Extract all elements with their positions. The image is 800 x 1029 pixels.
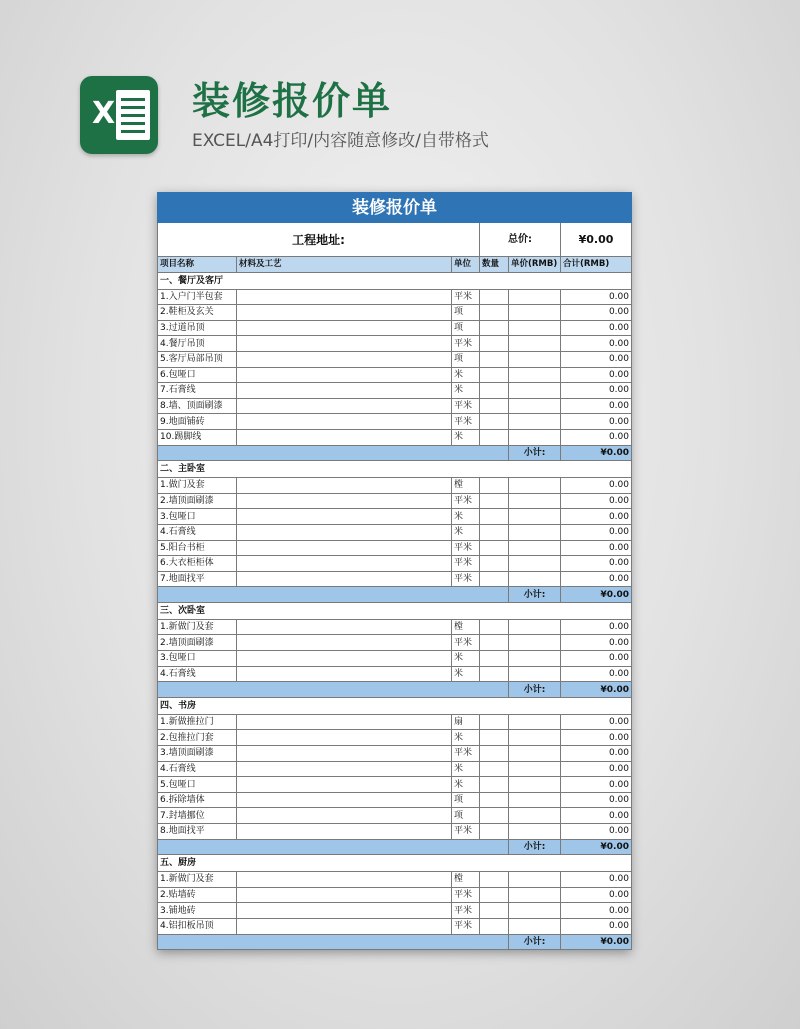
quantity-cell[interactable] [480, 305, 509, 321]
table-row [158, 824, 632, 840]
subtotal-blank-cell[interactable] [158, 839, 509, 855]
unit-price-cell[interactable] [509, 493, 561, 509]
unit-cell[interactable]: 米 [452, 761, 480, 777]
material-cell[interactable] [237, 918, 452, 934]
material-cell[interactable] [237, 320, 452, 336]
total-value-cell[interactable]: ¥0.00 [561, 223, 632, 257]
unit-price-cell[interactable] [509, 746, 561, 762]
total-cell[interactable]: 0.00 [561, 367, 632, 383]
subtotal-value-cell[interactable]: ¥0.00 [561, 587, 632, 603]
material-cell[interactable] [237, 429, 452, 445]
material-cell[interactable] [237, 872, 452, 888]
quantity-cell[interactable] [480, 746, 509, 762]
total-cell[interactable]: 0.00 [561, 540, 632, 556]
item-name-cell[interactable]: 2.墙顶面刷漆 [158, 635, 237, 651]
total-cell[interactable]: 0.00 [561, 792, 632, 808]
item-name-cell[interactable]: 3.铺地砖 [158, 903, 237, 919]
unit-cell[interactable]: 平米 [452, 336, 480, 352]
table-row [158, 305, 632, 321]
subtotal-row [158, 445, 632, 461]
total-cell[interactable]: 0.00 [561, 918, 632, 934]
unit-cell[interactable]: 米 [452, 777, 480, 793]
table-row [158, 429, 632, 445]
quantity-cell[interactable] [480, 383, 509, 399]
item-name-cell[interactable]: 2.贴墙砖 [158, 887, 237, 903]
quantity-cell[interactable] [480, 666, 509, 682]
unit-cell[interactable]: 平米 [452, 556, 480, 572]
subtotal-blank-cell[interactable] [158, 934, 509, 950]
table-row [158, 872, 632, 888]
total-cell[interactable]: 0.00 [561, 651, 632, 667]
subtotal-blank-cell[interactable] [158, 587, 509, 603]
item-name-cell[interactable]: 7.封墙挪位 [158, 808, 237, 824]
item-name-cell[interactable]: 6.拆除墙体 [158, 792, 237, 808]
quantity-cell[interactable] [480, 651, 509, 667]
unit-price-cell[interactable] [509, 524, 561, 540]
quantity-cell[interactable] [480, 493, 509, 509]
quantity-cell[interactable] [480, 398, 509, 414]
material-cell[interactable] [237, 540, 452, 556]
unit-cell[interactable]: 平米 [452, 398, 480, 414]
quantity-cell[interactable] [480, 918, 509, 934]
unit-price-cell[interactable] [509, 730, 561, 746]
unit-price-cell[interactable] [509, 635, 561, 651]
table-row [158, 524, 632, 540]
unit-price-cell[interactable] [509, 336, 561, 352]
quantity-cell[interactable] [480, 478, 509, 494]
table-row [158, 509, 632, 525]
quantity-cell[interactable] [480, 714, 509, 730]
unit-price-cell[interactable] [509, 571, 561, 587]
item-name-cell[interactable]: 4.石膏线 [158, 666, 237, 682]
unit-price-cell[interactable] [509, 651, 561, 667]
subtotal-label-cell[interactable]: 小计: [509, 445, 561, 461]
column-header-unit-price[interactable]: 单价(RMB) [509, 257, 561, 273]
material-cell[interactable] [237, 509, 452, 525]
material-cell[interactable] [237, 524, 452, 540]
unit-price-cell[interactable] [509, 887, 561, 903]
item-name-cell[interactable]: 4.餐厅吊顶 [158, 336, 237, 352]
table-row [158, 651, 632, 667]
excel-logo-icon [80, 76, 158, 154]
item-name-cell[interactable]: 7.石膏线 [158, 383, 237, 399]
unit-cell[interactable]: 米 [452, 367, 480, 383]
section-header-row [158, 272, 632, 289]
unit-cell[interactable]: 米 [452, 429, 480, 445]
material-cell[interactable] [237, 746, 452, 762]
unit-cell[interactable]: 项 [452, 305, 480, 321]
material-cell[interactable] [237, 336, 452, 352]
unit-price-cell[interactable] [509, 714, 561, 730]
item-name-cell[interactable]: 1.新做门及套 [158, 872, 237, 888]
item-name-cell[interactable]: 7.地面找平 [158, 571, 237, 587]
unit-cell[interactable]: 樘 [452, 478, 480, 494]
unit-cell[interactable]: 樘 [452, 872, 480, 888]
table-row [158, 714, 632, 730]
table-row [158, 730, 632, 746]
item-name-cell[interactable]: 5.包哑口 [158, 777, 237, 793]
unit-cell[interactable]: 米 [452, 524, 480, 540]
quote-table [157, 192, 632, 950]
page-subtitle: EXCEL/A4打印/内容随意修改/自带格式 [192, 131, 489, 151]
material-cell[interactable] [237, 478, 452, 494]
material-cell[interactable] [237, 777, 452, 793]
unit-cell[interactable]: 平米 [452, 571, 480, 587]
section-name-cell[interactable]: 二、主卧室 [158, 461, 632, 478]
quantity-cell[interactable] [480, 792, 509, 808]
table-row [158, 540, 632, 556]
item-name-cell[interactable]: 1.做门及套 [158, 478, 237, 494]
section-header-row [158, 461, 632, 478]
material-cell[interactable] [237, 398, 452, 414]
quantity-cell[interactable] [480, 556, 509, 572]
table-row [158, 367, 632, 383]
page-title: 装修报价单 [192, 79, 393, 123]
material-cell[interactable] [237, 619, 452, 635]
unit-cell[interactable]: 米 [452, 509, 480, 525]
total-label-cell[interactable]: 总价: [480, 223, 561, 257]
quantity-cell[interactable] [480, 320, 509, 336]
column-header-item[interactable]: 项目名称 [158, 257, 237, 273]
address-label-cell[interactable]: 工程地址: [158, 223, 480, 257]
material-cell[interactable] [237, 761, 452, 777]
material-cell[interactable] [237, 289, 452, 305]
item-name-cell[interactable]: 3.墙顶面刷漆 [158, 746, 237, 762]
total-cell[interactable]: 0.00 [561, 808, 632, 824]
subtotal-value-cell[interactable]: ¥0.00 [561, 682, 632, 698]
material-cell[interactable] [237, 414, 452, 430]
total-cell[interactable]: 0.00 [561, 635, 632, 651]
subtotal-value-cell[interactable]: ¥0.00 [561, 445, 632, 461]
unit-price-cell[interactable] [509, 792, 561, 808]
quantity-cell[interactable] [480, 351, 509, 367]
total-cell[interactable]: 0.00 [561, 398, 632, 414]
column-header-quantity[interactable]: 数量 [480, 257, 509, 273]
total-cell[interactable]: 0.00 [561, 556, 632, 572]
section-header-row [158, 602, 632, 619]
subtotal-blank-cell[interactable] [158, 682, 509, 698]
material-cell[interactable] [237, 808, 452, 824]
total-cell[interactable]: 0.00 [561, 666, 632, 682]
quantity-cell[interactable] [480, 540, 509, 556]
subtotal-label-cell[interactable]: 小计: [509, 839, 561, 855]
table-row [158, 619, 632, 635]
total-cell[interactable]: 0.00 [561, 383, 632, 399]
item-name-cell[interactable]: 1.新做推拉门 [158, 714, 237, 730]
unit-price-cell[interactable] [509, 872, 561, 888]
material-cell[interactable] [237, 714, 452, 730]
unit-price-cell[interactable] [509, 398, 561, 414]
unit-cell[interactable]: 项 [452, 792, 480, 808]
total-cell[interactable]: 0.00 [561, 478, 632, 494]
table-row [158, 918, 632, 934]
quantity-cell[interactable] [480, 524, 509, 540]
quantity-cell[interactable] [480, 289, 509, 305]
unit-price-cell[interactable] [509, 478, 561, 494]
unit-cell[interactable]: 项 [452, 320, 480, 336]
material-cell[interactable] [237, 383, 452, 399]
quantity-cell[interactable] [480, 887, 509, 903]
unit-cell[interactable]: 平米 [452, 635, 480, 651]
item-name-cell[interactable]: 5.阳台书柜 [158, 540, 237, 556]
table-row [158, 383, 632, 399]
total-cell[interactable]: 0.00 [561, 336, 632, 352]
item-name-cell[interactable]: 2.鞋柜及玄关 [158, 305, 237, 321]
table-row [158, 571, 632, 587]
item-name-cell[interactable]: 3.包哑口 [158, 651, 237, 667]
unit-cell[interactable]: 扇 [452, 714, 480, 730]
subtotal-value-cell[interactable]: ¥0.00 [561, 839, 632, 855]
section-name-cell[interactable]: 三、次卧室 [158, 602, 632, 619]
unit-price-cell[interactable] [509, 540, 561, 556]
quantity-cell[interactable] [480, 571, 509, 587]
unit-price-cell[interactable] [509, 903, 561, 919]
section-header-row [158, 855, 632, 872]
table-row [158, 792, 632, 808]
material-cell[interactable] [237, 351, 452, 367]
material-cell[interactable] [237, 305, 452, 321]
quantity-cell[interactable] [480, 808, 509, 824]
sheet-title[interactable]: 装修报价单 [158, 193, 632, 223]
info-row [158, 223, 632, 257]
material-cell[interactable] [237, 666, 452, 682]
material-cell[interactable] [237, 651, 452, 667]
subtotal-row [158, 839, 632, 855]
table-row [158, 351, 632, 367]
unit-price-cell[interactable] [509, 289, 561, 305]
item-name-cell[interactable]: 10.踢脚线 [158, 429, 237, 445]
unit-cell[interactable]: 平米 [452, 414, 480, 430]
table-row [158, 414, 632, 430]
unit-price-cell[interactable] [509, 509, 561, 525]
unit-cell[interactable]: 平米 [452, 540, 480, 556]
excel-logo-letter: X [92, 96, 116, 131]
item-name-cell[interactable]: 3.过道吊顶 [158, 320, 237, 336]
table-row [158, 808, 632, 824]
quantity-cell[interactable] [480, 336, 509, 352]
table-row [158, 761, 632, 777]
total-cell[interactable]: 0.00 [561, 872, 632, 888]
subtotal-row [158, 587, 632, 603]
quantity-cell[interactable] [480, 761, 509, 777]
material-cell[interactable] [237, 556, 452, 572]
quantity-cell[interactable] [480, 619, 509, 635]
total-cell[interactable]: 0.00 [561, 493, 632, 509]
table-row [158, 556, 632, 572]
unit-price-cell[interactable] [509, 351, 561, 367]
item-name-cell[interactable]: 3.包哑口 [158, 509, 237, 525]
quantity-cell[interactable] [480, 824, 509, 840]
subtotal-label-cell[interactable]: 小计: [509, 682, 561, 698]
material-cell[interactable] [237, 903, 452, 919]
unit-price-cell[interactable] [509, 824, 561, 840]
total-cell[interactable]: 0.00 [561, 824, 632, 840]
item-name-cell[interactable]: 8.地面找平 [158, 824, 237, 840]
table-row [158, 635, 632, 651]
total-cell[interactable]: 0.00 [561, 524, 632, 540]
total-cell[interactable]: 0.00 [561, 746, 632, 762]
unit-price-cell[interactable] [509, 777, 561, 793]
total-cell[interactable]: 0.00 [561, 903, 632, 919]
unit-price-cell[interactable] [509, 305, 561, 321]
unit-cell[interactable]: 平米 [452, 903, 480, 919]
unit-price-cell[interactable] [509, 367, 561, 383]
unit-cell[interactable]: 米 [452, 383, 480, 399]
column-header-total[interactable]: 合计(RMB) [561, 257, 632, 273]
table-row [158, 887, 632, 903]
unit-price-cell[interactable] [509, 429, 561, 445]
table-row [158, 903, 632, 919]
unit-price-cell[interactable] [509, 556, 561, 572]
item-name-cell[interactable]: 4.铝扣板吊顶 [158, 918, 237, 934]
section-header-row [158, 697, 632, 714]
unit-cell[interactable]: 平米 [452, 918, 480, 934]
total-cell[interactable]: 0.00 [561, 761, 632, 777]
unit-price-cell[interactable] [509, 414, 561, 430]
item-name-cell[interactable]: 6.包哑口 [158, 367, 237, 383]
subtotal-label-cell[interactable]: 小计: [509, 587, 561, 603]
material-cell[interactable] [237, 571, 452, 587]
item-name-cell[interactable]: 4.石膏线 [158, 761, 237, 777]
item-name-cell[interactable]: 1.新做门及套 [158, 619, 237, 635]
table-row [158, 493, 632, 509]
total-cell[interactable]: 0.00 [561, 305, 632, 321]
item-name-cell[interactable]: 2.墙顶面刷漆 [158, 493, 237, 509]
unit-cell[interactable]: 平米 [452, 493, 480, 509]
total-cell[interactable]: 0.00 [561, 289, 632, 305]
quantity-cell[interactable] [480, 414, 509, 430]
table-row [158, 746, 632, 762]
unit-price-cell[interactable] [509, 761, 561, 777]
quantity-cell[interactable] [480, 872, 509, 888]
total-cell[interactable]: 0.00 [561, 887, 632, 903]
unit-cell[interactable]: 平米 [452, 746, 480, 762]
table-row [158, 336, 632, 352]
quantity-cell[interactable] [480, 777, 509, 793]
unit-cell[interactable]: 平米 [452, 824, 480, 840]
subtotal-value-cell[interactable]: ¥0.00 [561, 934, 632, 950]
material-cell[interactable] [237, 635, 452, 651]
subtotal-row [158, 682, 632, 698]
subtotal-label-cell[interactable]: 小计: [509, 934, 561, 950]
unit-price-cell[interactable] [509, 808, 561, 824]
unit-cell[interactable]: 平米 [452, 887, 480, 903]
quantity-cell[interactable] [480, 509, 509, 525]
item-name-cell[interactable]: 6.大衣柜柜体 [158, 556, 237, 572]
total-cell[interactable]: 0.00 [561, 714, 632, 730]
quantity-cell[interactable] [480, 635, 509, 651]
table-row [158, 320, 632, 336]
material-cell[interactable] [237, 887, 452, 903]
total-cell[interactable]: 0.00 [561, 351, 632, 367]
subtotal-row [158, 934, 632, 950]
total-cell[interactable]: 0.00 [561, 730, 632, 746]
section-name-cell[interactable]: 一、餐厅及客厅 [158, 272, 632, 289]
section-name-cell[interactable]: 四、书房 [158, 697, 632, 714]
subtotal-blank-cell[interactable] [158, 445, 509, 461]
unit-cell[interactable]: 项 [452, 808, 480, 824]
item-name-cell[interactable]: 1.入户门半包套 [158, 289, 237, 305]
quantity-cell[interactable] [480, 367, 509, 383]
unit-cell[interactable]: 米 [452, 666, 480, 682]
material-cell[interactable] [237, 824, 452, 840]
material-cell[interactable] [237, 730, 452, 746]
table-row [158, 289, 632, 305]
total-cell[interactable]: 0.00 [561, 509, 632, 525]
total-cell[interactable]: 0.00 [561, 320, 632, 336]
section-name-cell[interactable]: 五、厨房 [158, 855, 632, 872]
total-cell[interactable]: 0.00 [561, 571, 632, 587]
table-row [158, 777, 632, 793]
quantity-cell[interactable] [480, 730, 509, 746]
quantity-cell[interactable] [480, 903, 509, 919]
unit-cell[interactable]: 米 [452, 730, 480, 746]
item-name-cell[interactable]: 9.地面铺砖 [158, 414, 237, 430]
unit-cell[interactable]: 平米 [452, 289, 480, 305]
unit-price-cell[interactable] [509, 666, 561, 682]
column-header-unit[interactable]: 单位 [452, 257, 480, 273]
table-row [158, 478, 632, 494]
total-cell[interactable]: 0.00 [561, 777, 632, 793]
column-header-row [158, 257, 632, 273]
quote-sheet [157, 192, 631, 950]
unit-price-cell[interactable] [509, 320, 561, 336]
sheet-title-row [158, 193, 632, 223]
unit-cell[interactable]: 米 [452, 651, 480, 667]
unit-price-cell[interactable] [509, 383, 561, 399]
table-row [158, 666, 632, 682]
material-cell[interactable] [237, 367, 452, 383]
total-cell[interactable]: 0.00 [561, 429, 632, 445]
item-name-cell[interactable]: 2.包推拉门套 [158, 730, 237, 746]
item-name-cell[interactable]: 4.石膏线 [158, 524, 237, 540]
column-header-material[interactable]: 材料及工艺 [237, 257, 452, 273]
item-name-cell[interactable]: 5.客厅局部吊顶 [158, 351, 237, 367]
material-cell[interactable] [237, 792, 452, 808]
total-cell[interactable]: 0.00 [561, 619, 632, 635]
unit-price-cell[interactable] [509, 918, 561, 934]
material-cell[interactable] [237, 493, 452, 509]
item-name-cell[interactable]: 8.墙、顶面刷漆 [158, 398, 237, 414]
quantity-cell[interactable] [480, 429, 509, 445]
unit-cell[interactable]: 樘 [452, 619, 480, 635]
unit-cell[interactable]: 项 [452, 351, 480, 367]
table-row [158, 398, 632, 414]
total-cell[interactable]: 0.00 [561, 414, 632, 430]
unit-price-cell[interactable] [509, 619, 561, 635]
